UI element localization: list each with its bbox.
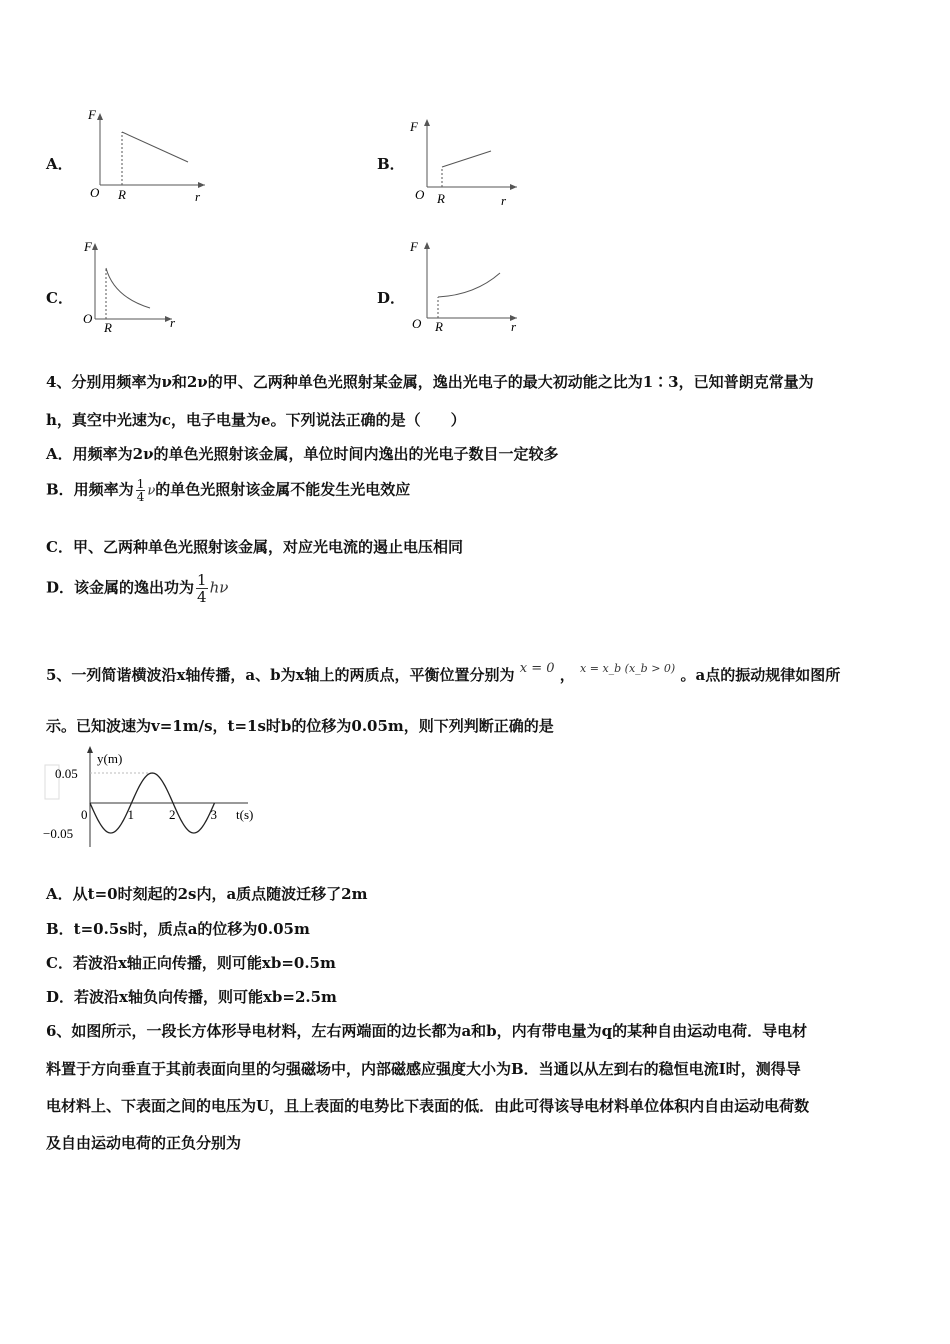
- graph-b-o: O: [415, 187, 425, 202]
- x-tick-label: 3: [210, 807, 217, 822]
- graph-c-o: O: [83, 311, 93, 326]
- y-axis-label: y(m): [97, 751, 123, 766]
- option-c-label: C．: [46, 289, 73, 307]
- graph-b-f: F: [410, 119, 418, 134]
- graph-c-r: r: [170, 315, 176, 330]
- graph-a-f: F: [88, 107, 96, 122]
- q4-option-b-nu: ν: [147, 483, 156, 499]
- q5-option-c: C．若波沿x轴正向传播，则可能xb=0.5m: [46, 954, 336, 972]
- graph-a-r: r: [195, 189, 201, 204]
- graph-c-f: F: [84, 239, 92, 254]
- q4-stem-line2: h，真空中光速为c，电子电量为e。下列说法正确的是（ ）: [46, 411, 466, 429]
- q6-line3: 电材料上、下表面之间的电压为U，且上表面的电势比下表面的低．由此可得该导电材料单位体积内自由运动电荷数: [46, 1097, 810, 1115]
- q6-line1: 6、如图所示，一段长方体形导电材料，左右两端面的边长都为a和b，内有带电量为q的某种自由运动电荷．导电材: [46, 1022, 808, 1040]
- q4-option-b-suffix: 的单色光照射该金属不能发生光电效应: [155, 480, 411, 499]
- q4-option-d-fraction: [196, 572, 208, 605]
- y-axis-arrow: [87, 746, 93, 753]
- q4-option-b: [46, 478, 410, 503]
- q5-comma: ，: [559, 666, 575, 684]
- graph-c: [80, 235, 190, 340]
- graph-b-r: r: [501, 193, 507, 208]
- fraction-denominator: 4: [136, 490, 145, 504]
- q4-option-d-hnu: hν: [209, 578, 229, 597]
- q5-eq-xb: x = x_b (x_b > 0): [580, 662, 676, 675]
- q4-option-d: [46, 572, 228, 605]
- graph-b: [405, 115, 535, 210]
- graph-a-r-mark: R: [118, 187, 126, 202]
- option-d-label: D．: [377, 289, 406, 307]
- graph-a: [85, 105, 215, 210]
- q4-stem-line1: 4、分别用频率为ν和2ν的甲、乙两种单色光照射某金属，逸出光电子的最大初动能之比为1∶3，已知普朗克常量为: [46, 373, 814, 391]
- graph-d-r: r: [511, 319, 517, 334]
- graph-b-r-mark: R: [437, 191, 445, 206]
- q5-option-b: B．t=0.5s时，质点a的位移为0.05m: [46, 920, 310, 938]
- y-tick-label: 0.05: [55, 766, 78, 781]
- vibration-chart: [40, 743, 270, 853]
- x-axis-label: t(s): [236, 807, 254, 822]
- q5-stem-line1: [46, 661, 841, 685]
- fraction-denominator: 4: [197, 588, 207, 606]
- q5-stem-line2: 示。已知波速为v=1m/s，t=1s时b的位移为0.05m，则下列判断正确的是: [46, 717, 554, 735]
- q5-option-a: A．从t=0时刻起的2s内，a质点随波迁移了2m: [46, 885, 368, 903]
- graph-a-o: O: [90, 185, 100, 200]
- graph-c-r-mark: R: [104, 320, 112, 335]
- graph-d-o: O: [412, 316, 422, 331]
- graph-d-r-mark: R: [435, 319, 443, 334]
- q4-option-b-prefix: B．用频率为: [46, 480, 134, 499]
- option-a-label: A．: [46, 155, 73, 173]
- q6-line2: 料置于方向垂直于其前表面向里的匀强磁场中，内部磁感应强度大小为B．当通以从左到右的稳恒电流I时，测得导: [46, 1060, 801, 1078]
- fraction-numerator: 1: [136, 477, 145, 491]
- q4-option-c: C．甲、乙两种单色光照射该金属，对应光电流的遏止电压相同: [46, 538, 463, 556]
- x-tick-label: 0: [81, 807, 88, 822]
- graph-d: [405, 235, 535, 340]
- q5-option-d: D．若波沿x轴负向传播，则可能xb=2.5m: [46, 988, 337, 1006]
- x-tick-label: 2: [169, 807, 176, 822]
- q5-stem-part1: 5、一列简谐横波沿x轴传播，a、b为x轴上的两质点，平衡位置分别为: [46, 666, 515, 684]
- q6-line4: 及自由运动电荷的正负分别为: [46, 1134, 242, 1152]
- graph-d-f: F: [410, 239, 418, 254]
- q4-option-d-prefix: D．该金属的逸出功为: [46, 578, 195, 597]
- q4-option-a: A．用频率为2ν的单色光照射该金属，单位时间内逸出的光电子数目一定较多: [46, 445, 559, 463]
- x-tick-label: 1: [127, 807, 134, 822]
- q4-option-b-fraction: [136, 478, 146, 503]
- y-tick-label: −0.05: [43, 826, 74, 841]
- fraction-numerator: 1: [197, 571, 207, 589]
- q5-stem-part1-end: 。a点的振动规律如图所: [680, 666, 841, 684]
- q5-eq-x0: x = 0: [519, 661, 555, 676]
- option-b-label: B．: [377, 155, 405, 173]
